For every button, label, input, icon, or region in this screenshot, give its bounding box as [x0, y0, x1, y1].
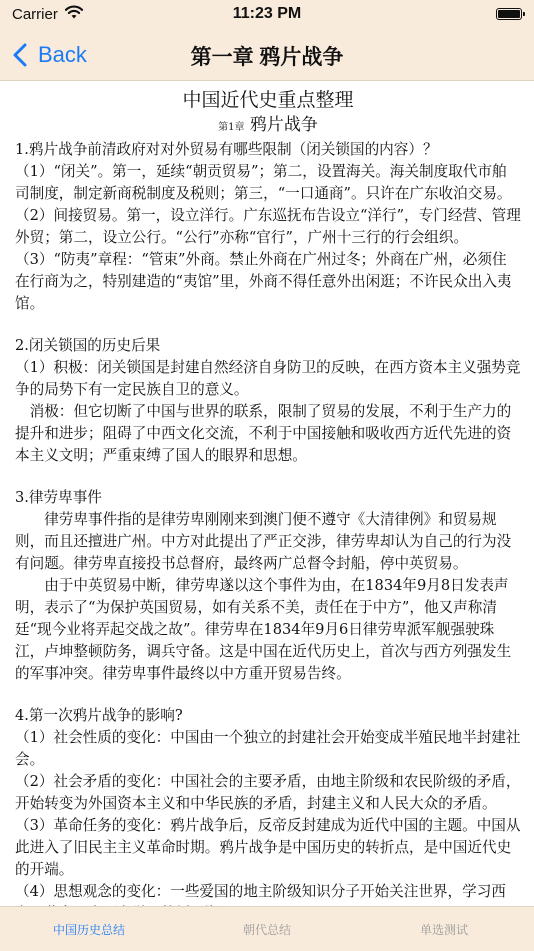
paragraph: （3）“防夷”章程：“管束”外商。禁止外商在广州过冬；外商在广州，必须住在行商为之，特别建造的“夷馆”里，外商不得任意外出闲逛；不许民众出入夷馆。: [15, 251, 512, 312]
section-heading: 3.律劳卑事件: [15, 489, 102, 506]
tab-dynasty-summary[interactable]: 朝代总结: [242, 923, 291, 937]
clock: 11:23 PM: [232, 5, 302, 22]
paragraph-spacer: [15, 685, 521, 705]
tab-history-summary[interactable]: 中国历史总结: [52, 923, 125, 937]
paragraph: （3）革命任务的变化：鸦片战争后，反帝反封建成为近代中国的主题。中国从此进入了旧民主主义革命时期。鸦片战争是中国历史的转折点，是中国近代史的开端。: [15, 817, 521, 878]
paragraph-spacer: [15, 467, 521, 487]
battery-icon: [496, 8, 522, 20]
paragraph: 1.鸦片战争前清政府对对外贸易有哪些限制（闭关锁国的内容）？: [15, 141, 438, 158]
paragraph: 律劳卑事件指的是律劳卑刚刚来到澳门便不遵守《大清律例》和贸易规则，而且还擅进广州。中方对此提出了严正交涉，律劳卑却认为自己的行为没有问题。律劳卑直接投书总督府，最终两广总督令封船，停中英贸易。: [15, 511, 512, 572]
tab-single-choice-test[interactable]: 单选测试: [419, 923, 468, 937]
section-heading: 4.第一次鸦片战争的影响?: [15, 707, 183, 724]
paragraph: 消极：但它切断了中国与世界的联系，限制了贸易的发展，不利于生产力的提升和进步；阻碍了中西文化交流，不利于中国接触和吸收西方近代先进的资本主义文明；严重束缚了国人的眼界和思想。: [15, 403, 512, 464]
paragraph: （2）间接贸易。第一，设立洋行。广东巡抚布告设立“洋行”，专门经营、管理外贸；第二，设立公行。“公行”亦称“官行”，广州十三行的行会组织。: [15, 207, 521, 246]
paragraph: （1）社会性质的变化：中国由一个独立的封建社会开始变成半殖民地半封建社会。: [15, 729, 521, 768]
chapter-number: 第1章: [218, 122, 245, 133]
back-label: Back: [38, 42, 87, 67]
paragraph: 由于中英贸易中断，律劳卑遂以这个事件为由，在1834年9月8日发表声明，表示了“为保护英国贸易，如有关系不美，责任在于中方”，他又声称清廷“现今业将弄起交战之故”。律劳卑在1834年9月6日律劳卑派军舰强驶珠江，卢坤整顿防务，调兵守备。这是中国在近代历史上，首次与西方列强发生的军事冲突。律劳卑事件最终以中方重开贸易告终。: [15, 577, 512, 682]
paragraph-spacer: [15, 315, 521, 335]
page-title: 第一章 鸦片战争: [190, 46, 344, 69]
document-view[interactable]: [15, 86, 521, 900]
paragraph: （4）思想观念的变化：一些爱国的地主阶级知识分子开始关注世界，学习西: [15, 883, 506, 900]
paragraph: （1）积极：闭关锁国是封建自然经济自身防卫的反映，在西方资本主义强势竞争的局势下有一定民族自卫的意义。: [15, 359, 521, 398]
document-subtitle: [15, 114, 521, 139]
tab-bar: [0, 906, 534, 951]
carrier-label: Carrier: [12, 6, 58, 23]
section-heading: 2.闭关锁国的历史后果: [15, 337, 161, 354]
document-title: 中国近代史重点整理: [182, 90, 354, 111]
chapter-name: 鸦片战争: [249, 115, 318, 135]
paragraph: （1）“闭关”。第一，延续“朝贡贸易”；第二，设置海关。海关制度取代市舶司制度，制定新商税制度及税则；第三，“一口通商”。只许在广东收泊交易。: [15, 163, 512, 202]
paragraph: （2）社会矛盾的变化：中国社会的主要矛盾，由地主阶级和农民阶级的矛盾，开始转变为外国资本主义和中华民族的矛盾，封建主义和人民大众的矛盾。: [15, 773, 521, 812]
status-bar: [0, 0, 534, 30]
navigation-bar: [0, 30, 534, 81]
